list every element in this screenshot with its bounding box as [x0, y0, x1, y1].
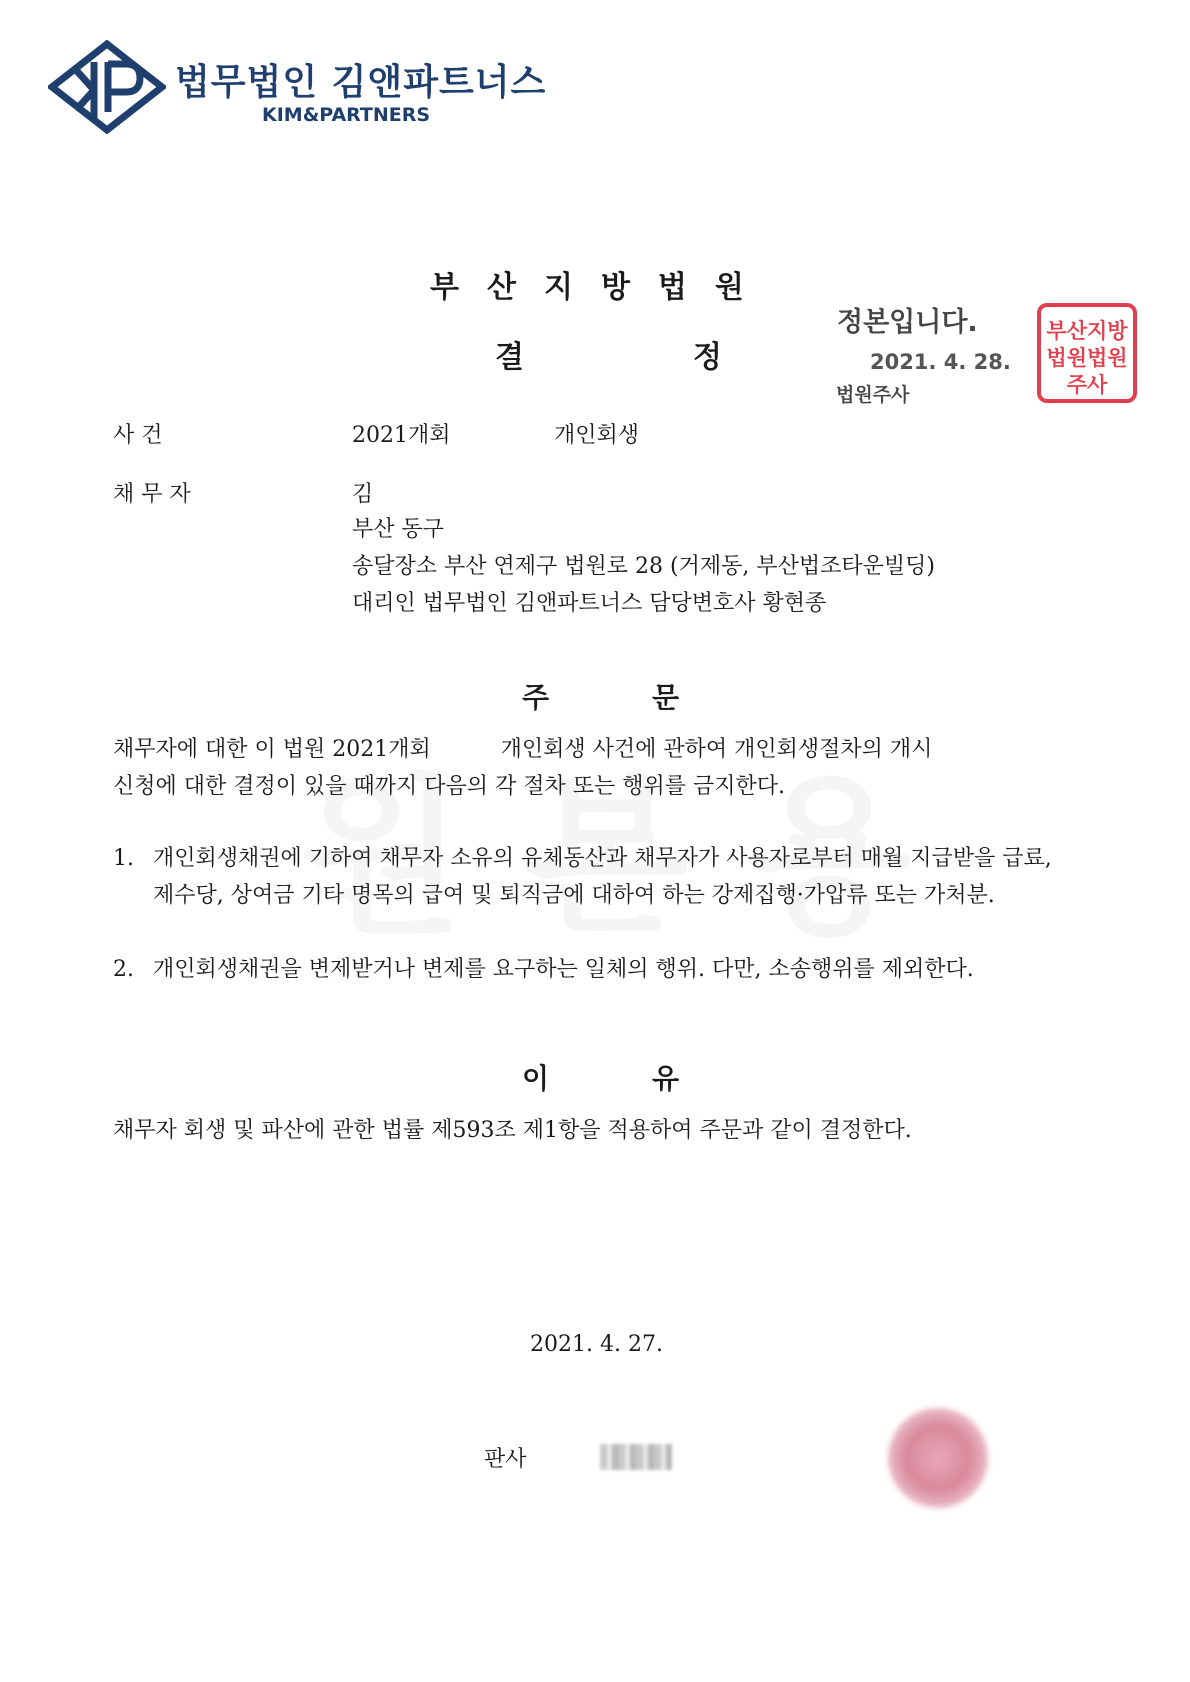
- case-number: 2021개회: [352, 423, 451, 448]
- certified-copy-date: 2021. 4. 28.: [870, 350, 1011, 374]
- document-title-right: 정: [692, 340, 722, 375]
- document-title: [495, 332, 722, 376]
- court-name: 부산지방법원: [430, 270, 772, 305]
- judge-label: 판사: [484, 1447, 527, 1472]
- legal-agent: 대리인 법무법인 김앤파트너스 담당변호사 황현종: [352, 591, 827, 616]
- reason-text: 채무자 회생 및 파산에 관한 법률 제593조 제1항을 적용하여 주문과 같이 결정한다.: [113, 1118, 912, 1143]
- order-item-1: [113, 840, 1073, 914]
- court-clerk-title: 법원주사: [836, 384, 910, 406]
- order-item-number: 1.: [113, 846, 134, 871]
- order-intro-line1: 채무자에 대한 이 법원 2021개회 개인회생 사건에 관하여 개인회생절차의 개시: [113, 737, 933, 762]
- debtor-label: 채 무 자: [113, 482, 191, 507]
- order-intro-line2: 신청에 대한 결정이 있을 때까지 다음의 각 절차 또는 행위를 금지한다.: [113, 774, 785, 799]
- debtor-name: 김: [352, 482, 374, 507]
- svg-text:부산지방: 부산지방: [1046, 319, 1128, 343]
- judge-blurred-seal-icon: [888, 1408, 988, 1508]
- firm-name-korean: 법무법인 김앤파트너스: [175, 62, 547, 103]
- kp-diamond-logo-icon: [48, 40, 166, 134]
- order-heading-right: 문: [652, 681, 680, 714]
- order-item-2: [113, 951, 1073, 988]
- service-place: 송달장소 부산 연제구 법원로 28 (거제동, 부산법조타운빌딩): [352, 554, 935, 579]
- debtor-address: 부산 동구: [352, 517, 445, 542]
- reason-heading-left: 이: [522, 1062, 550, 1095]
- order-item-number: 2.: [113, 957, 134, 982]
- firm-name-english: KIM&PARTNERS: [262, 104, 431, 126]
- order-intro: [113, 731, 1093, 805]
- decision-date: 2021. 4. 27.: [530, 1332, 663, 1357]
- order-item-text: 개인회생채권에 기하여 채무자 소유의 유체동산과 채무자가 사용자로부터 매월 지급받을 급료, 제수당, 상여금 기타 명목의 급여 및 퇴직금에 대하여 하는 강제집행·가압류 또는 가처분.: [153, 846, 1052, 908]
- court-red-seal-icon: [1036, 302, 1138, 404]
- order-heading-left: 주: [522, 681, 550, 714]
- judge-name-redacted: [600, 1444, 672, 1470]
- svg-text:주사: 주사: [1066, 373, 1108, 397]
- case-name: 개인회생: [554, 423, 640, 448]
- reason-heading-right: 유: [652, 1062, 680, 1095]
- document-title-left: 결: [495, 340, 524, 375]
- case-label: 사 건: [113, 423, 163, 448]
- certified-copy-text: 정본입니다.: [837, 307, 978, 338]
- order-item-text: 개인회생채권을 변제받거나 변제를 요구하는 일체의 행위. 다만, 소송행위를 제외한다.: [153, 957, 974, 982]
- svg-text:법원법원: 법원법원: [1046, 346, 1128, 370]
